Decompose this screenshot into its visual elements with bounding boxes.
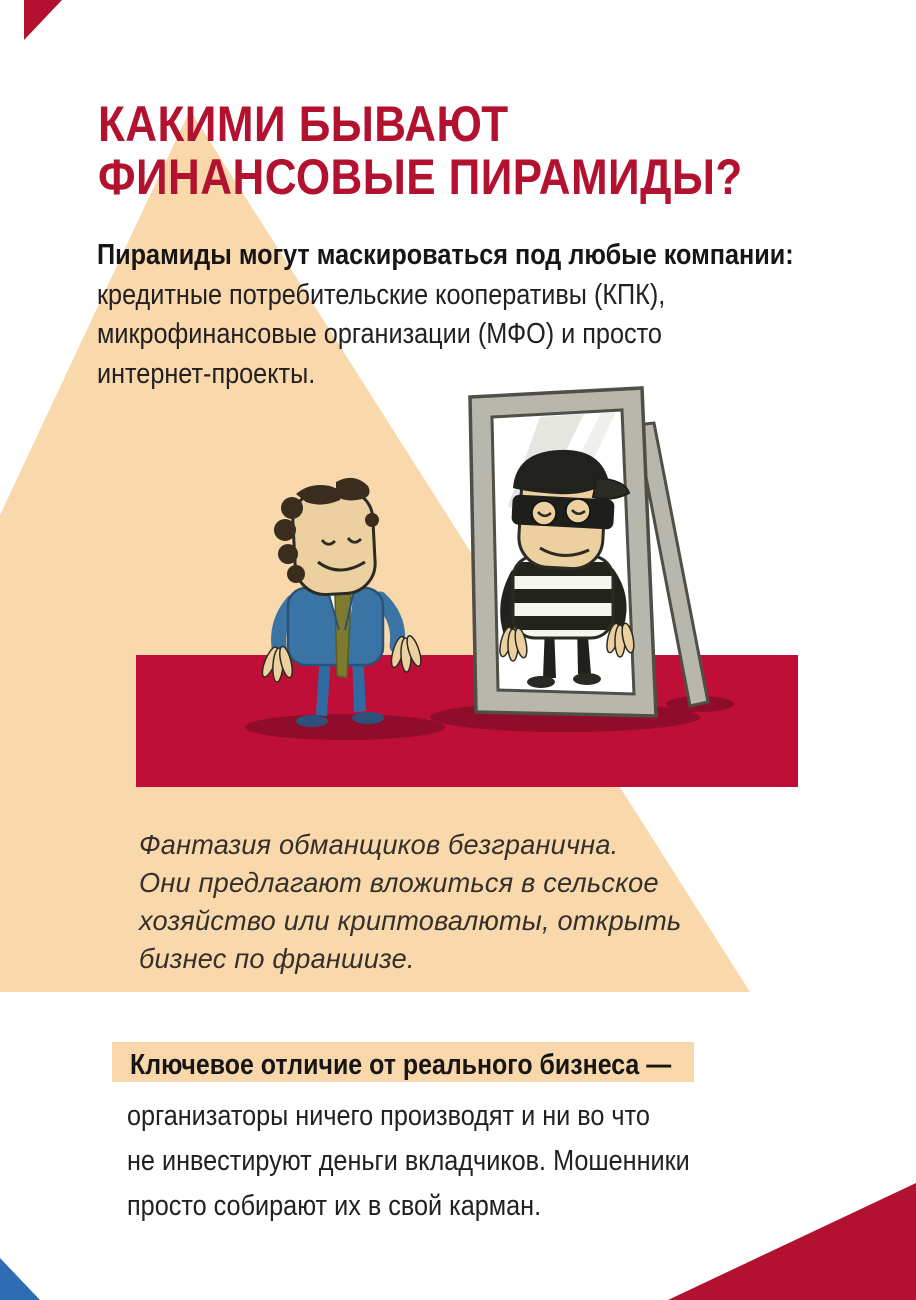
key-line: не инвестируют деньги вкладчиков. Мошенники xyxy=(127,1145,690,1177)
quote-line: бизнес по франшизе. xyxy=(139,943,415,974)
quote-paragraph xyxy=(139,826,681,978)
key-difference-paragraph xyxy=(127,1094,690,1229)
key-line: организаторы ничего производят и ни во что xyxy=(127,1100,650,1132)
intro-line: кредитные потребительские кооперативы (КПК), xyxy=(97,278,666,311)
intro-line: интернет-проекты. xyxy=(97,357,316,390)
man-shadow xyxy=(245,714,445,740)
intro-line: микрофинансовые организации (МФО) и просто xyxy=(97,318,662,350)
key-difference-lead: Ключевое отличие от реального бизнеса — xyxy=(130,1049,672,1081)
quote-line: хозяйство или криптовалюты, открыть xyxy=(139,905,682,936)
page-title xyxy=(98,98,743,204)
quote-line: Фантазия обманщиков безгранична. xyxy=(139,829,619,860)
burglar-mask xyxy=(511,494,614,529)
intro-paragraph xyxy=(97,236,794,394)
title-line-2: ФИНАНСОВЫЕ ПИРАМИДЫ? xyxy=(98,149,743,205)
man-in-suit xyxy=(259,478,423,727)
quote-line: Они предлагают вложиться в сельское xyxy=(139,867,659,898)
intro-lead: Пирамиды могут маскироваться под любые компании: xyxy=(97,239,794,271)
key-line: просто собирают их в свой карман. xyxy=(127,1190,542,1222)
title-line-1: КАКИМИ БЫВАЮТ xyxy=(98,96,509,152)
